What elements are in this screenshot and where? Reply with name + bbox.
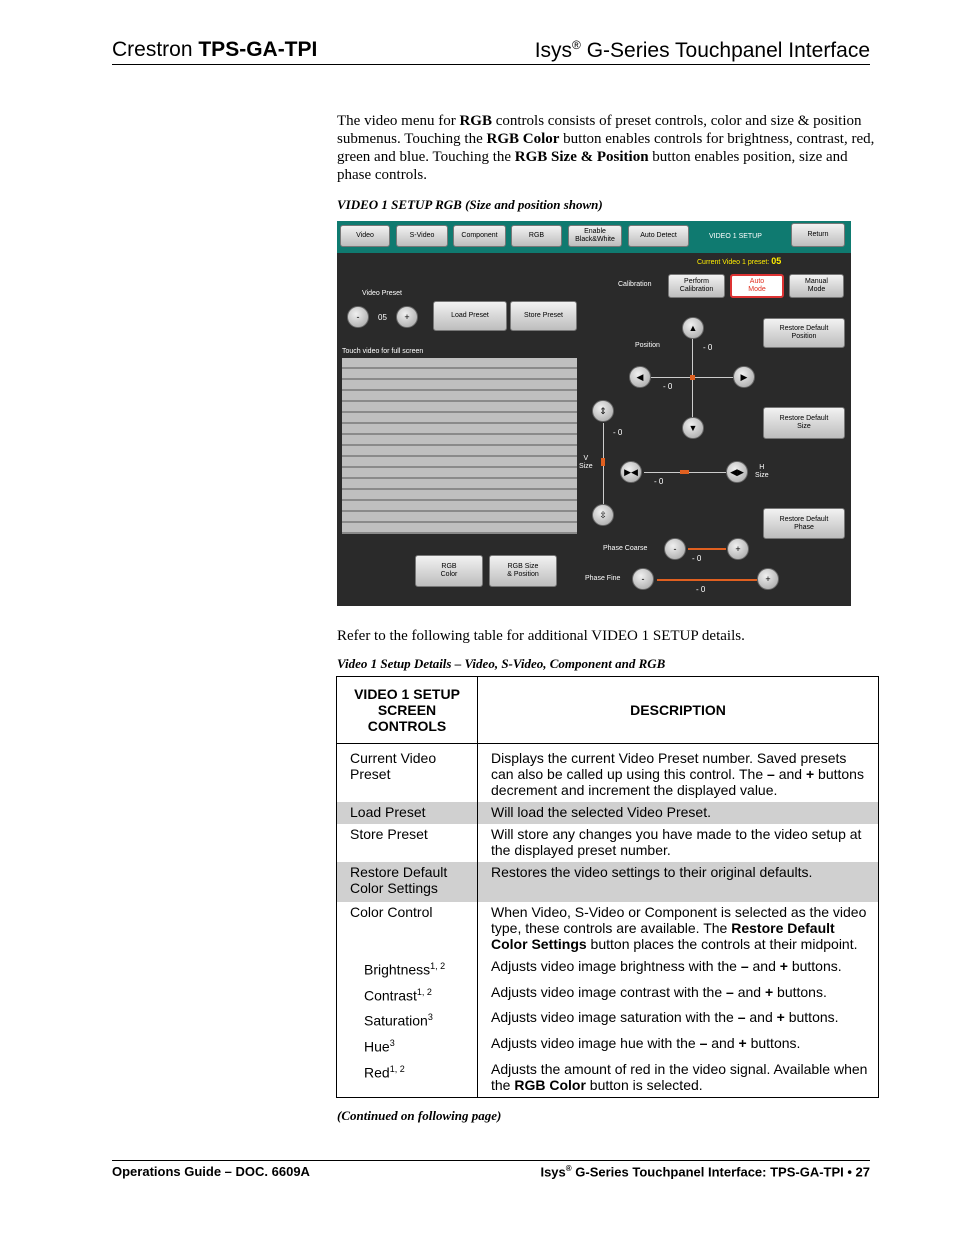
figure-caption: VIDEO 1 SETUP RGB (Size and position shown) <box>337 197 603 212</box>
phase-fine-value: - 0 <box>696 585 706 594</box>
preset-value: 05 <box>378 313 387 322</box>
desc-text: and <box>707 1034 739 1051</box>
plus-symbol: + <box>764 983 774 1000</box>
touch-video-label: Touch video for full screen <box>342 348 424 355</box>
video-preview-screen[interactable] <box>342 358 577 534</box>
phase-coarse-minus-button[interactable]: - <box>664 538 686 560</box>
phase-fine-plus-button[interactable]: + <box>757 568 779 590</box>
auto-detect-button[interactable]: Auto Detect <box>628 225 689 247</box>
minus-symbol: – <box>726 983 734 1000</box>
details-table <box>336 676 879 1098</box>
footer-title: G-Series Touchpanel Interface: TPS-GA-TPI • 27 <box>571 1164 870 1180</box>
video-preset-label: Video Preset <box>362 290 402 297</box>
position-indicator <box>690 375 695 380</box>
table-row <box>337 1033 879 1059</box>
desc-text: and <box>745 1009 777 1026</box>
minus-symbol: – <box>737 1009 746 1026</box>
row-control: Color Control <box>337 902 478 956</box>
intro-text: The video menu for <box>337 113 460 129</box>
table-row <box>337 824 879 862</box>
row-control: Restore Default Color Settings <box>337 862 478 902</box>
footer-reg-mark: ® <box>565 1164 572 1173</box>
row-control: Current Video Preset <box>337 746 478 802</box>
tab-component[interactable]: Component <box>453 225 506 247</box>
control-name: Hue <box>364 1038 390 1055</box>
expand-vertical-icon: ⇕ <box>599 405 607 416</box>
header-reg-mark: ® <box>572 38 581 52</box>
screen-title: VIDEO 1 SETUP <box>709 233 762 240</box>
row-description <box>478 1007 879 1033</box>
position-down-button[interactable] <box>682 417 704 439</box>
tab-video[interactable]: Video <box>340 225 390 247</box>
row-description: Will store any changes you have made to the video setup at the displayed preset number. <box>478 824 879 862</box>
arrow-right-icon: ▶ <box>740 371 748 382</box>
footer-left: Operations Guide – DOC. 6609A <box>112 1164 310 1179</box>
row-description: Will load the selected Video Preset. <box>478 802 879 824</box>
row-control <box>337 1033 478 1059</box>
row-control <box>337 1059 478 1098</box>
phase-coarse-value: - 0 <box>692 554 702 563</box>
load-preset-button[interactable]: Load Preset <box>433 301 507 331</box>
header-right <box>535 38 870 63</box>
row-control <box>337 982 478 1008</box>
desc-text: Adjusts video image saturation with the <box>491 1009 738 1026</box>
minus-symbol: – <box>767 766 775 782</box>
desc-text: and <box>774 766 806 782</box>
table-row <box>337 956 879 982</box>
page-footer <box>112 1160 870 1180</box>
desc-text: Displays the current Video Preset number. Saved presets can also be called up using this control. The <box>491 750 847 782</box>
footnote-ref: 3 <box>389 1037 395 1048</box>
table-row <box>337 746 879 802</box>
header-brand: Crestron <box>112 38 199 61</box>
table-row <box>337 1007 879 1033</box>
h-size-indicator <box>680 470 689 474</box>
desc-text: buttons. <box>746 1034 801 1051</box>
row-control: Load Preset <box>337 802 478 824</box>
desc-text: Adjusts video image brightness with the <box>491 958 741 974</box>
compress-vertical-icon: ⇳ <box>599 509 607 520</box>
plus-symbol: + <box>805 766 815 782</box>
header-model: TPS-GA-TPI <box>198 38 318 61</box>
row-description <box>478 982 879 1008</box>
desc-text: Adjusts video image contrast with the <box>491 983 727 1000</box>
row-description <box>478 746 879 802</box>
intro-text: button enables controls for brightness, contrast, red, green and blue. Touching the <box>337 131 875 165</box>
position-v-value: - 0 <box>703 343 713 352</box>
desc-text: Adjusts the amount of red in the video signal. Available when the <box>491 1060 868 1093</box>
h-size-decrease-button[interactable] <box>620 461 642 483</box>
desc-text: buttons. <box>787 958 842 974</box>
refer-text: Refer to the following table for additional VIDEO 1 SETUP details. <box>337 628 745 644</box>
desc-text: buttons decrement and increment the displayed value. <box>491 766 864 798</box>
desc-text: Adjusts video image hue with the <box>491 1034 700 1051</box>
intro-bold: RGB Size & Position <box>514 149 649 165</box>
plus-symbol: + <box>738 1034 747 1051</box>
row-description <box>478 902 879 956</box>
header-left <box>112 38 317 62</box>
phase-coarse-plus-button[interactable]: + <box>727 538 749 560</box>
plus-symbol: + <box>779 958 788 974</box>
phase-fine-minus-button[interactable]: - <box>632 568 654 590</box>
h-size-increase-button[interactable] <box>726 461 748 483</box>
position-right-button[interactable] <box>733 366 755 388</box>
row-description <box>478 1059 879 1098</box>
current-preset-readout <box>697 256 781 266</box>
table-row <box>337 862 879 902</box>
table-header-row <box>337 677 879 744</box>
header-title: G-Series Touchpanel Interface <box>580 39 870 62</box>
desc-text: and <box>733 983 765 1000</box>
page-header <box>112 36 870 65</box>
intro-paragraph <box>337 112 877 184</box>
v-size-indicator <box>601 458 605 466</box>
intro-text: button enables position, size and phase controls. <box>337 149 848 183</box>
footnote-ref: 3 <box>427 1012 433 1023</box>
footnote-ref: 1, 2 <box>416 986 432 997</box>
enable-black-white-button[interactable]: Enable Black&White <box>568 225 622 247</box>
table-row <box>337 982 879 1008</box>
rgb-size-position-button[interactable]: RGB Size & Position <box>489 555 557 587</box>
return-button[interactable]: Return <box>791 223 845 247</box>
desc-text: buttons. <box>773 983 827 1000</box>
store-preset-button[interactable]: Store Preset <box>510 301 577 331</box>
h-size-value: - 0 <box>654 477 664 486</box>
control-name: Brightness <box>364 961 431 978</box>
expand-horizontal-icon: ◀▶ <box>730 466 744 477</box>
intro-text: controls consists of preset controls, color and size & position submenus. Touching the <box>337 113 862 147</box>
row-description: Restores the video settings to their original defaults. <box>478 862 879 902</box>
v-size-increase-button[interactable] <box>592 400 614 422</box>
phase-coarse-label: Phase Coarse <box>603 545 648 552</box>
position-label: Position <box>635 342 660 349</box>
row-control <box>337 1007 478 1033</box>
touchpanel-screenshot <box>337 221 851 606</box>
phase-fine-label: Phase Fine <box>585 575 621 582</box>
row-description <box>478 956 879 982</box>
tab-rgb[interactable]: RGB <box>511 225 562 247</box>
header-product: Isys <box>534 39 573 62</box>
current-preset-value: 05 <box>771 256 782 266</box>
footnote-ref: 1, 2 <box>430 961 446 971</box>
restore-default-position-button[interactable]: Restore Default Position <box>763 318 845 348</box>
row-description <box>478 1033 879 1059</box>
manual-mode-button[interactable]: Manual Mode <box>789 274 844 298</box>
control-name: Red <box>364 1064 390 1081</box>
desc-text: and <box>748 958 780 974</box>
preset-minus-button[interactable]: - <box>347 306 369 328</box>
perform-calibration-button[interactable]: Perform Calibration <box>668 274 725 298</box>
phase-coarse-track <box>688 548 726 550</box>
table-row <box>337 802 879 824</box>
h-size-label: H Size <box>755 464 769 479</box>
auto-mode-button[interactable]: Auto Mode <box>730 274 784 298</box>
intro-bold: RGB Color <box>486 131 560 147</box>
header-description: DESCRIPTION <box>478 677 879 744</box>
desc-bold: RGB Color <box>514 1076 586 1093</box>
continued-note: (Continued on following page) <box>337 1108 502 1123</box>
compress-horizontal-icon: ▶◀ <box>624 466 638 477</box>
desc-text: When Video, S-Video or Component is selected as the video type, these controls are available. The <box>491 904 867 936</box>
table-row <box>337 902 879 956</box>
restore-default-phase-button[interactable]: Restore Default Phase <box>763 508 845 539</box>
row-control: Store Preset <box>337 824 478 862</box>
calibration-label: Calibration <box>618 281 652 288</box>
header-controls: VIDEO 1 SETUP SCREEN CONTROLS <box>337 677 478 744</box>
v-size-label: V Size <box>579 455 593 470</box>
desc-text: button places the controls at their midpoint. <box>586 936 858 952</box>
plus-symbol: + <box>776 1009 785 1026</box>
desc-bold: Restore Default Color Settings <box>491 920 835 952</box>
table-caption: Video 1 Setup Details – Video, S-Video, Component and RGB <box>337 656 666 671</box>
desc-text: button is selected. <box>585 1076 703 1093</box>
table-row <box>337 1059 879 1098</box>
v-size-decrease-button[interactable] <box>592 504 614 526</box>
control-name: Saturation <box>364 1012 428 1029</box>
intro-bold: RGB <box>459 113 492 129</box>
rgb-color-button[interactable]: RGB Color <box>415 555 483 587</box>
position-up-button[interactable] <box>682 317 704 339</box>
arrow-left-icon: ◀ <box>636 371 644 382</box>
minus-symbol: – <box>699 1034 708 1051</box>
row-control <box>337 956 478 982</box>
arrow-up-icon: ▲ <box>688 323 698 333</box>
arrow-down-icon: ▼ <box>688 423 698 433</box>
tab-s-video[interactable]: S-Video <box>396 225 448 247</box>
v-size-value: - 0 <box>613 428 623 437</box>
phase-fine-track <box>657 579 757 581</box>
desc-text: buttons. <box>784 1009 839 1026</box>
position-left-button[interactable] <box>629 366 651 388</box>
current-preset-label: Current Video 1 preset: <box>697 259 772 266</box>
footer-right <box>540 1164 870 1179</box>
footnote-ref: 1, 2 <box>389 1063 405 1074</box>
minus-symbol: – <box>740 958 749 974</box>
position-h-value: - 0 <box>663 382 673 391</box>
control-name: Contrast <box>364 987 417 1004</box>
preset-plus-button[interactable]: + <box>396 306 418 328</box>
restore-default-size-button[interactable]: Restore Default Size <box>763 407 845 439</box>
footer-product: Isys <box>540 1164 566 1180</box>
